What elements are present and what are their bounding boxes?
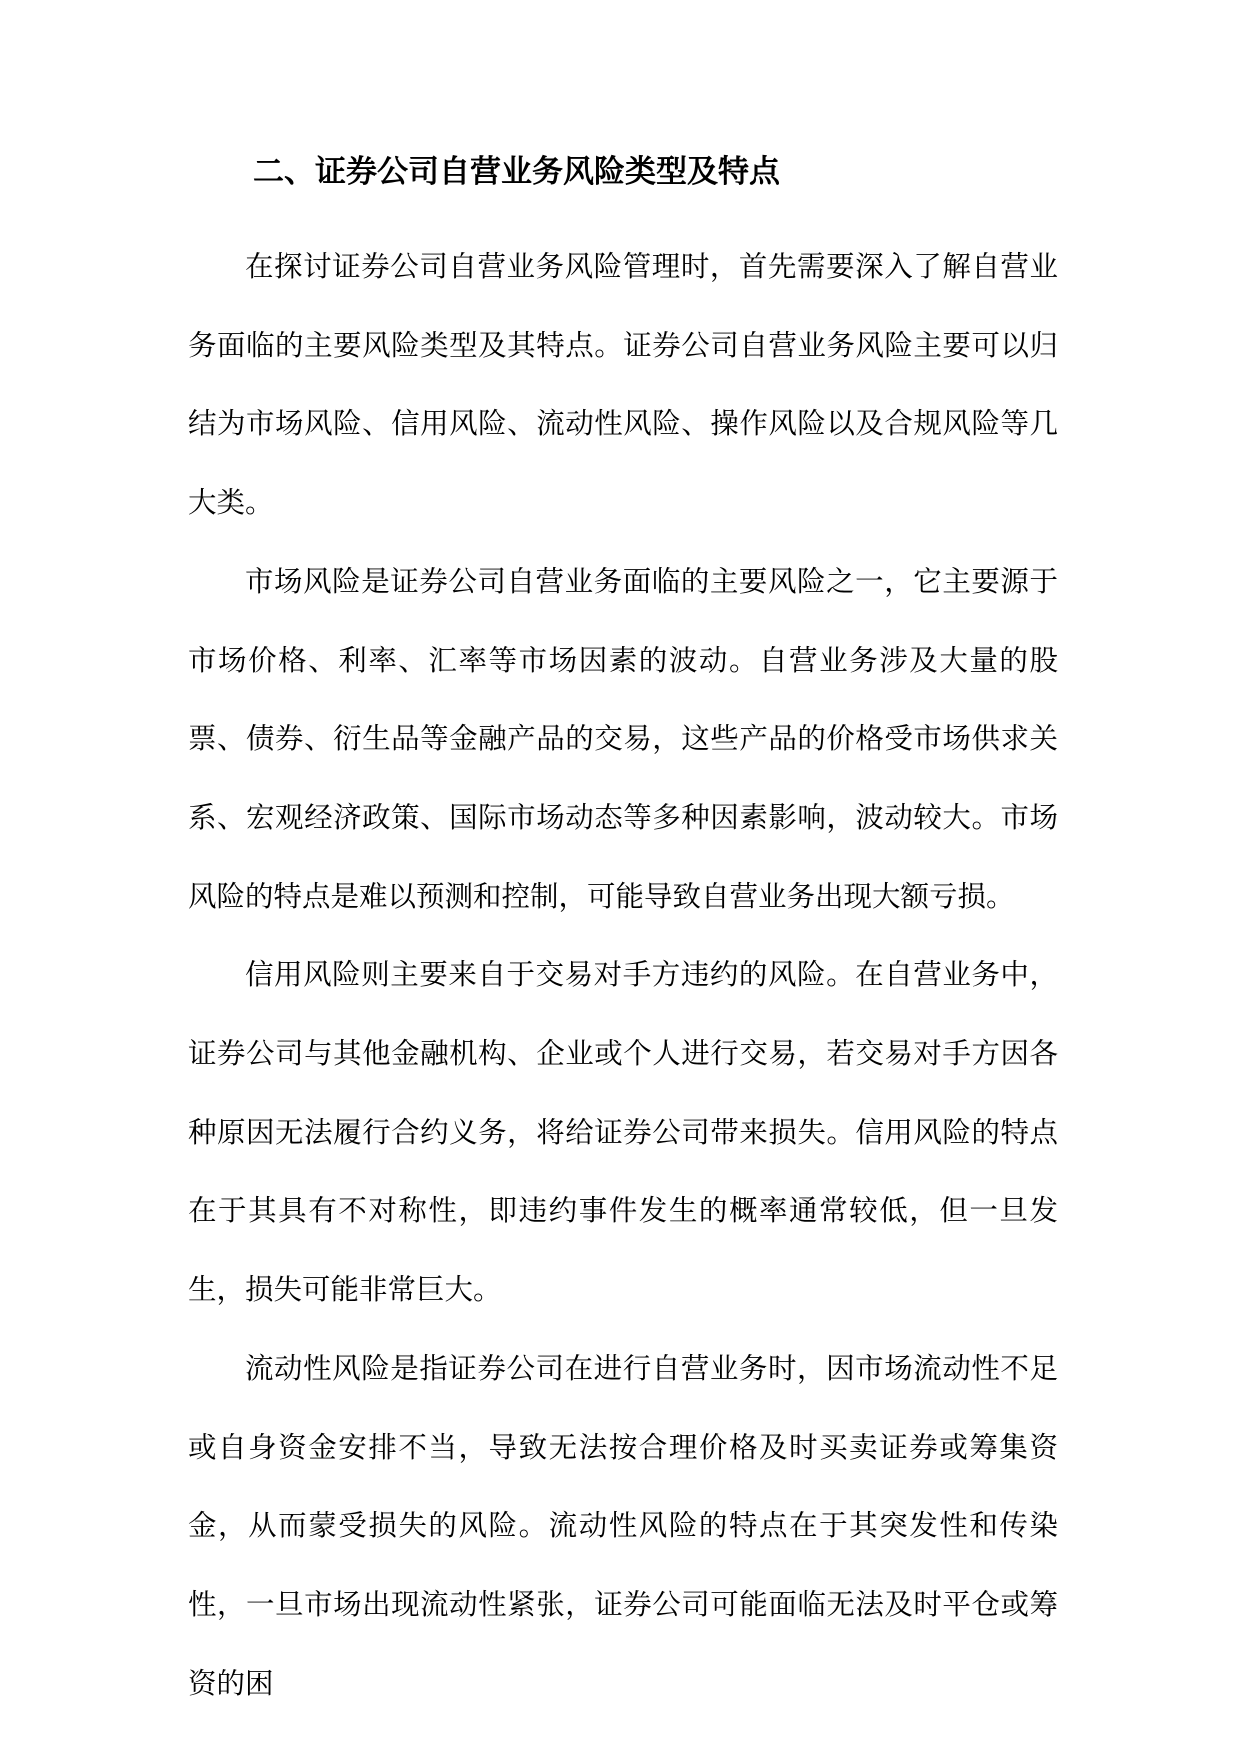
paragraph-credit-risk: 信用风险则主要来自于交易对手方违约的风险。在自营业务中，证券公司与其他金融机构、企业或个人进行交易，若交易对手方因各种原因无法履行合约义务，将给证券公司带来损失。信用风险的特点在于其具有不对称性，即违约事件发生的概率通常较低，但一旦发生，损失可能非常巨大。 [188,958,1058,1307]
paragraph-liquidity-risk: 流动性风险是指证券公司在进行自营业务时，因市场流动性不足或自身资金安排不当，导致无法按合理价格及时买卖证券或筹集资金，从而蒙受损失的风险。流动性风险的特点在于其突发性和传染性，一旦市场出现流动性紧张，证券公司可能面临无法及时平仓或筹资的困 [188,1351,1058,1700]
paragraph-intro: 在探讨证券公司自营业务风险管理时，首先需要深入了解自营业务面临的主要风险类型及其特点。证券公司自营业务风险主要可以归结为市场风险、信用风险、流动性风险、操作风险以及合规风险等几大类。 [188,250,1058,520]
body-text [188,228,1058,1723]
paragraph-market-risk: 市场风险是证券公司自营业务面临的主要风险之一，它主要源于市场价格、利率、汇率等市场因素的波动。自营业务涉及大量的股票、债券、衍生品等金融产品的交易，这些产品的价格受市场供求关系、宏观经济政策、国际市场动态等多种因素影响，波动较大。市场风险的特点是难以预测和控制，可能导致自营业务出现大额亏损。 [188,564,1058,913]
section-heading: 二、证券公司自营业务风险类型及特点 [253,154,780,190]
